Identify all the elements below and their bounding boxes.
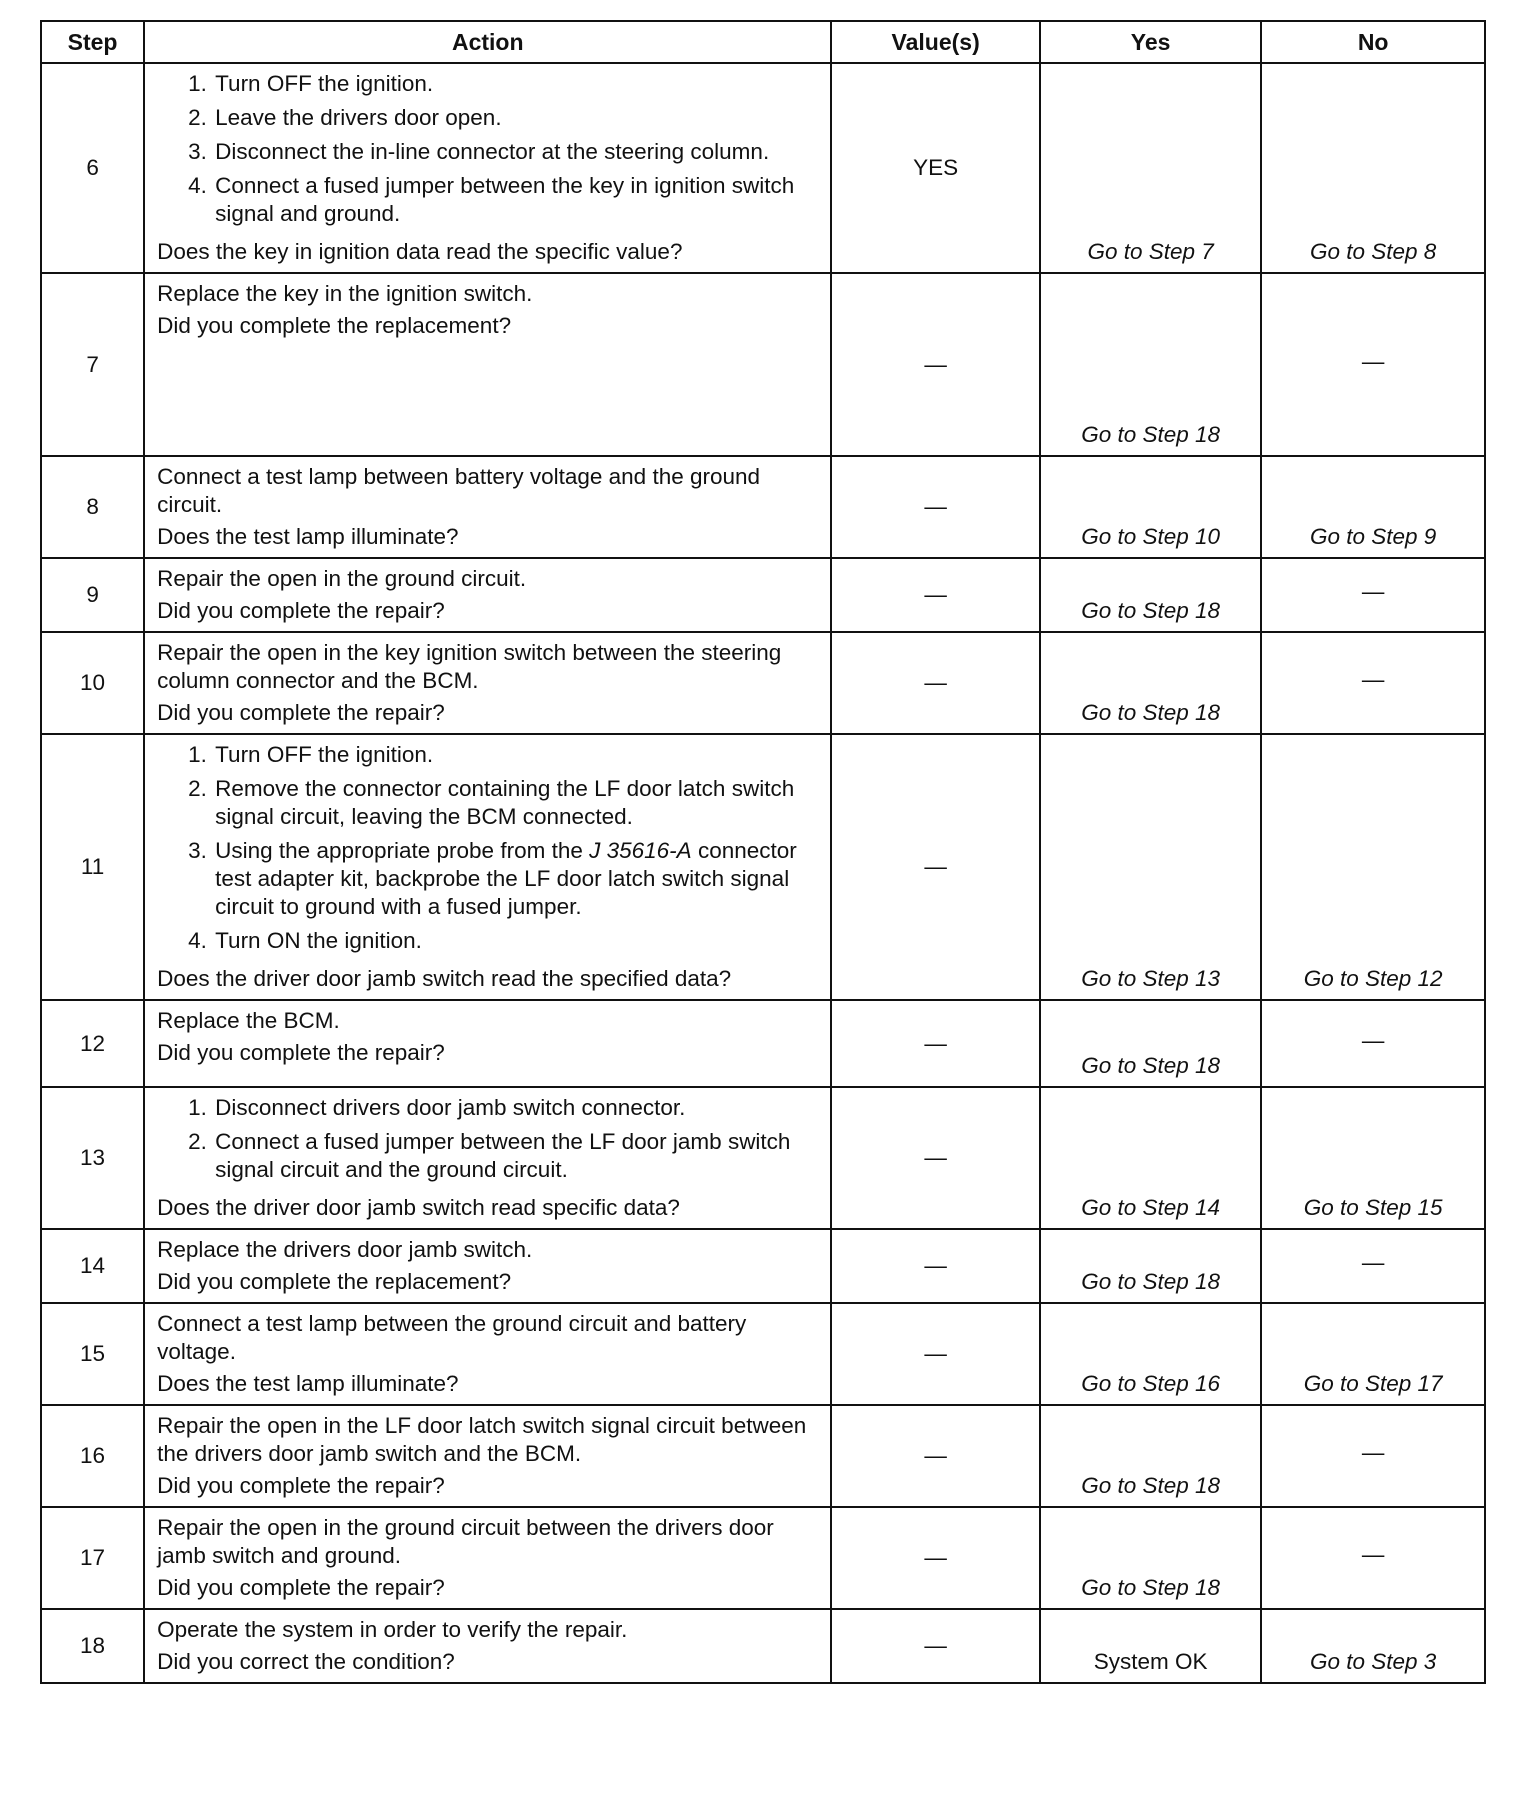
- table-row: [41, 1087, 1485, 1229]
- action-cell: [144, 558, 831, 632]
- list-item: 1. Disconnect drivers door jamb switch connector.: [213, 1094, 820, 1122]
- step-number: 7: [41, 273, 144, 456]
- action-text: Connect a test lamp between battery voltage and the ground circuit.: [157, 464, 761, 517]
- table-row: [41, 1609, 1485, 1683]
- table-row: [41, 1229, 1485, 1303]
- header-row: [41, 21, 1485, 63]
- yes-cell: Go to Step 18: [1040, 632, 1261, 734]
- action-text: Repair the open in the LF door latch switch signal circuit between the drivers door jamb switch and the BCM.: [157, 1413, 807, 1466]
- no-cell: —: [1261, 273, 1485, 456]
- value-cell: —: [831, 1229, 1040, 1303]
- diagnostic-table: [40, 20, 1486, 1684]
- no-cell: —: [1261, 558, 1485, 632]
- value-cell: —: [831, 632, 1040, 734]
- action-question: Did you complete the repair?: [157, 700, 445, 725]
- no-cell: Go to Step 8: [1261, 63, 1485, 273]
- header-yes: Yes: [1040, 21, 1261, 63]
- list-item: 4. Connect a fused jumper between the key in ignition switch signal and ground.: [213, 172, 820, 228]
- action-text: Repair the open in the ground circuit.: [157, 566, 527, 591]
- step-number: 17: [41, 1507, 144, 1609]
- value-cell: YES: [831, 63, 1040, 273]
- header-no: No: [1261, 21, 1485, 63]
- action-text: Operate the system in order to verify the repair.: [157, 1617, 628, 1642]
- yes-cell: System OK: [1040, 1609, 1261, 1683]
- action-question: Does the test lamp illuminate?: [157, 1371, 459, 1396]
- no-cell: —: [1261, 1507, 1485, 1609]
- action-cell: [144, 1507, 831, 1609]
- value-cell: —: [831, 1609, 1040, 1683]
- table-row: [41, 63, 1485, 273]
- step-number: 14: [41, 1229, 144, 1303]
- action-cell: [144, 1609, 831, 1683]
- action-list: [157, 70, 820, 234]
- step-number: 10: [41, 632, 144, 734]
- table-row: [41, 558, 1485, 632]
- list-item: 3. Disconnect the in-line connector at the steering column.: [213, 138, 820, 166]
- action-text: Replace the key in the ignition switch.: [157, 281, 533, 306]
- action-text: Repair the open in the ground circuit between the drivers door jamb switch and ground.: [157, 1515, 774, 1568]
- header-values: Value(s): [831, 21, 1040, 63]
- table-row: [41, 1507, 1485, 1609]
- list-item: 1. Turn OFF the ignition.: [213, 70, 820, 98]
- action-question: Did you correct the condition?: [157, 1649, 455, 1674]
- action-question: Does the test lamp illuminate?: [157, 524, 459, 549]
- yes-cell: Go to Step 18: [1040, 273, 1261, 456]
- action-cell: [144, 632, 831, 734]
- yes-cell: Go to Step 18: [1040, 1507, 1261, 1609]
- step-number: 8: [41, 456, 144, 558]
- action-cell: [144, 273, 831, 456]
- yes-cell: Go to Step 16: [1040, 1303, 1261, 1405]
- table-row: [41, 273, 1485, 456]
- value-cell: —: [831, 273, 1040, 456]
- action-question: Did you complete the repair?: [157, 1040, 445, 1065]
- action-cell: [144, 63, 831, 273]
- table-row: [41, 734, 1485, 1000]
- list-item: 2. Leave the drivers door open.: [213, 104, 820, 132]
- table-row: [41, 632, 1485, 734]
- action-question: Did you complete the repair?: [157, 1575, 445, 1600]
- list-item: 1. Turn OFF the ignition.: [213, 741, 820, 769]
- yes-cell: Go to Step 18: [1040, 1405, 1261, 1507]
- action-list: [157, 741, 820, 961]
- value-cell: —: [831, 1405, 1040, 1507]
- header-step: Step: [41, 21, 144, 63]
- yes-cell: Go to Step 18: [1040, 1000, 1261, 1087]
- value-cell: —: [831, 1507, 1040, 1609]
- header-action: Action: [144, 21, 831, 63]
- action-cell: [144, 734, 831, 1000]
- action-cell: [144, 1405, 831, 1507]
- action-text: Repair the open in the key ignition switch between the steering column connector and the BCM.: [157, 640, 782, 693]
- action-text: Replace the BCM.: [157, 1008, 340, 1033]
- no-cell: Go to Step 3: [1261, 1609, 1485, 1683]
- action-cell: [144, 1087, 831, 1229]
- action-text: Replace the drivers door jamb switch.: [157, 1237, 533, 1262]
- value-cell: —: [831, 734, 1040, 1000]
- value-cell: —: [831, 1087, 1040, 1229]
- table-row: [41, 1303, 1485, 1405]
- action-question: Does the driver door jamb switch read specific data?: [157, 1195, 680, 1220]
- step-number: 9: [41, 558, 144, 632]
- no-cell: Go to Step 15: [1261, 1087, 1485, 1229]
- action-question: Did you complete the replacement?: [157, 1269, 512, 1294]
- table-row: [41, 1000, 1485, 1087]
- value-cell: —: [831, 456, 1040, 558]
- action-text: Connect a test lamp between the ground circuit and battery voltage.: [157, 1311, 747, 1364]
- no-cell: —: [1261, 632, 1485, 734]
- no-cell: —: [1261, 1000, 1485, 1087]
- action-cell: [144, 1303, 831, 1405]
- table-row: [41, 1405, 1485, 1507]
- action-cell: [144, 1229, 831, 1303]
- yes-cell: Go to Step 13: [1040, 734, 1261, 1000]
- no-cell: Go to Step 12: [1261, 734, 1485, 1000]
- step-number: 18: [41, 1609, 144, 1683]
- value-cell: —: [831, 1000, 1040, 1087]
- action-question: Does the driver door jamb switch read the specified data?: [157, 966, 732, 991]
- list-item: 4. Turn ON the ignition.: [213, 927, 820, 955]
- yes-cell: Go to Step 18: [1040, 558, 1261, 632]
- action-list: [157, 1094, 820, 1190]
- value-cell: —: [831, 1303, 1040, 1405]
- step-number: 11: [41, 734, 144, 1000]
- tool-reference: J 35616-A: [589, 838, 692, 863]
- step-number: 12: [41, 1000, 144, 1087]
- yes-cell: Go to Step 7: [1040, 63, 1261, 273]
- action-cell: [144, 1000, 831, 1087]
- list-item: 2. Connect a fused jumper between the LF door jamb switch signal circuit and the ground circuit.: [213, 1128, 820, 1184]
- no-cell: —: [1261, 1405, 1485, 1507]
- list-item: 3. Using the appropriate probe from the J 35616-A connector test adapter kit, backprobe the LF door latch switch signal circuit to ground with a fused jumper.: [213, 837, 820, 921]
- no-cell: Go to Step 9: [1261, 456, 1485, 558]
- yes-cell: Go to Step 14: [1040, 1087, 1261, 1229]
- yes-cell: Go to Step 18: [1040, 1229, 1261, 1303]
- action-question: Did you complete the replacement?: [157, 313, 512, 338]
- step-number: 15: [41, 1303, 144, 1405]
- no-cell: —: [1261, 1229, 1485, 1303]
- action-question: Did you complete the repair?: [157, 598, 445, 623]
- action-question: Does the key in ignition data read the specific value?: [157, 239, 683, 264]
- list-item: 2. Remove the connector containing the LF door latch switch signal circuit, leaving the BCM connected.: [213, 775, 820, 831]
- table-row: [41, 456, 1485, 558]
- step-number: 6: [41, 63, 144, 273]
- yes-cell: Go to Step 10: [1040, 456, 1261, 558]
- step-number: 16: [41, 1405, 144, 1507]
- step-number: 13: [41, 1087, 144, 1229]
- value-cell: —: [831, 558, 1040, 632]
- action-cell: [144, 456, 831, 558]
- no-cell: Go to Step 17: [1261, 1303, 1485, 1405]
- action-question: Did you complete the repair?: [157, 1473, 445, 1498]
